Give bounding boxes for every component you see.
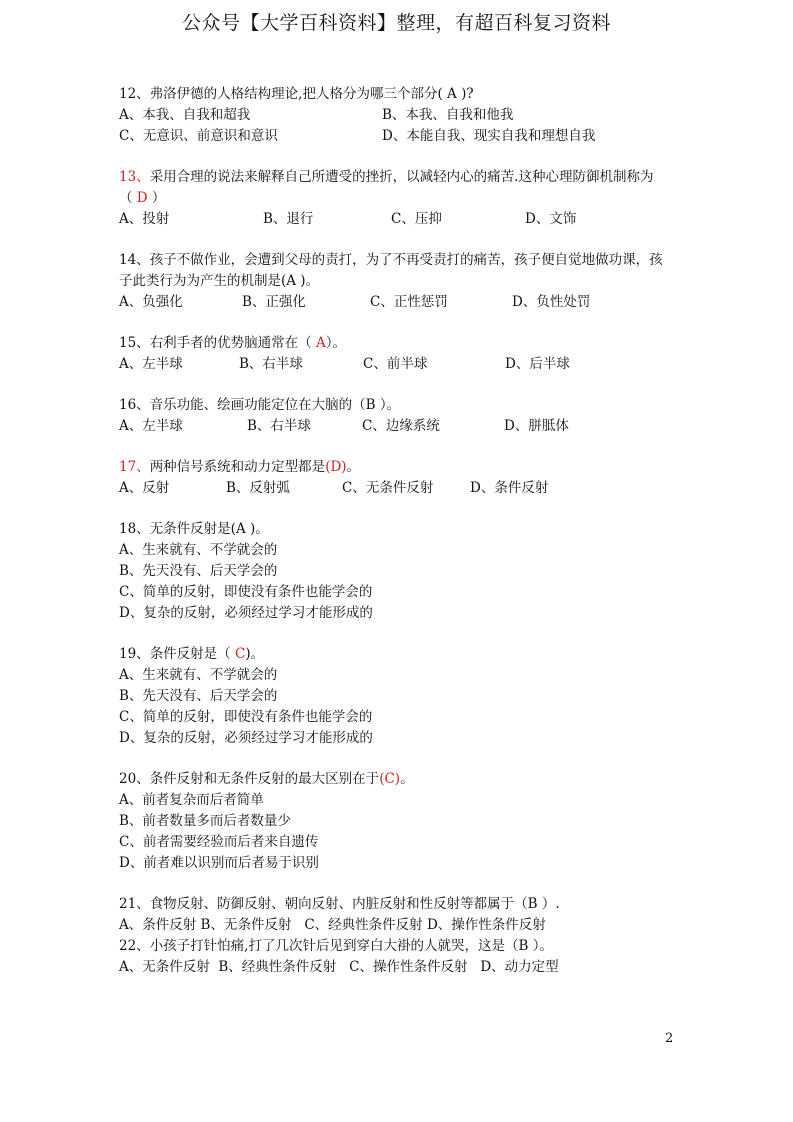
option-a: A、负强化: [119, 294, 183, 310]
question-12: 12、弗洛伊德的人格结构理论,把人格分为哪三个部分( A )?: [119, 86, 474, 102]
option-c: C、无条件反射: [342, 480, 434, 496]
options-line: A、无条件反射 B、经典性条件反射 C、操作性条件反射 D、动力定型: [119, 959, 559, 975]
option-c: C、无意识、前意识和意识: [119, 128, 278, 144]
options-row: [119, 105, 689, 126]
question-page: [119, 84, 689, 978]
option-b: B、退行: [263, 211, 314, 227]
question-14: 14、孩子不做作业，会遭到父母的责打，为了不再受责打的痛苦，孩子便自觉地做功课，孩: [119, 252, 663, 268]
option-c: C、压抑: [391, 211, 442, 227]
question-14-line2: 子此类行为为产生的机制是(A )。: [119, 273, 320, 289]
option-d: D、本能自我、现实自我和理想自我: [382, 128, 596, 144]
question-15: 15、右利手者的优势脑通常在（ A）。: [119, 335, 346, 351]
option-b: B、本我、自我和他我: [382, 107, 514, 123]
option-b: B、右半球: [247, 418, 311, 434]
option-a: A、左半球: [119, 356, 183, 372]
option-c: C、边缘系统: [362, 418, 440, 434]
option-d: D、后半球: [505, 356, 570, 372]
option-d: D、条件反射: [470, 480, 549, 496]
question-22: 22、小孩子打针怕痛,打了几次针后见到穿白大褂的人就哭，这是（B ）。: [119, 938, 553, 954]
option-d: D、胼胝体: [504, 418, 569, 434]
options-row: [119, 478, 689, 499]
option-c: C、简单的反射，即使没有条件也能学会的: [119, 709, 373, 725]
question-20: 20、条件反射和无条件反射的最大区别在于(C)。: [119, 771, 414, 787]
option-a: A、生来就有、不学就会的: [119, 542, 278, 558]
option-c: C、正性惩罚: [370, 294, 448, 310]
question-13: 13、采用合理的说法来解释自己所遭受的挫折，以减轻内心的痛苦.这种心理防御机制称为: [119, 169, 654, 185]
option-d: D、文饰: [525, 211, 577, 227]
question-21: 21、食物反射、防御反射、朝向反射、内脏反射和性反射等都属于（B ）.: [119, 896, 560, 912]
option-d: D、复杂的反射，必须经过学习才能形成的: [119, 605, 373, 621]
question-16: 16、音乐功能、绘画功能定位在大脑的（B ）。: [119, 397, 401, 413]
question-17: 17、两种信号系统和动力定型都是(D)。: [119, 459, 361, 475]
options-row: [119, 416, 689, 437]
option-d: D、复杂的反射，必须经过学习才能形成的: [119, 730, 373, 746]
question-13-line2: （ D ）: [119, 190, 166, 206]
option-c: C、简单的反射，即使没有条件也能学会的: [119, 584, 373, 600]
page-number: 2: [665, 1031, 674, 1046]
option-a: A、左半球: [119, 418, 183, 434]
option-c: C、前半球: [363, 356, 428, 372]
question-19: 19、条件反射是（ C)。: [119, 646, 265, 662]
option-c: C、前者需要经验而后者来自遗传: [119, 834, 319, 850]
option-b: B、正强化: [242, 294, 306, 310]
option-b: B、反射弧: [226, 480, 290, 496]
option-b: B、右半球: [239, 356, 303, 372]
options-line: A、条件反射 B、无条件反射 C、经典性条件反射 D、操作性条件反射: [119, 917, 546, 933]
options-row: [119, 126, 689, 147]
option-d: D、负性处罚: [512, 294, 591, 310]
option-b: B、先天没有、后天学会的: [119, 563, 278, 579]
option-a: A、前者复杂而后者简单: [119, 792, 264, 808]
options-row: [119, 209, 689, 230]
option-d: D、前者难以识别而后者易于识别: [119, 855, 319, 871]
document-header: 公众号【大学百科资料】整理，有超百科复习资料: [181, 12, 611, 34]
option-a: A、本我、自我和超我: [119, 107, 251, 123]
options-row: [119, 292, 689, 313]
option-b: B、前者数量多而后者数量少: [119, 813, 291, 829]
question-18: 18、无条件反射是(A )。: [119, 521, 269, 537]
option-a: A、反射: [119, 480, 170, 496]
option-a: A、投射: [119, 211, 170, 227]
option-b: B、先天没有、后天学会的: [119, 688, 278, 704]
options-row: [119, 354, 689, 375]
option-a: A、生来就有、不学就会的: [119, 667, 278, 683]
